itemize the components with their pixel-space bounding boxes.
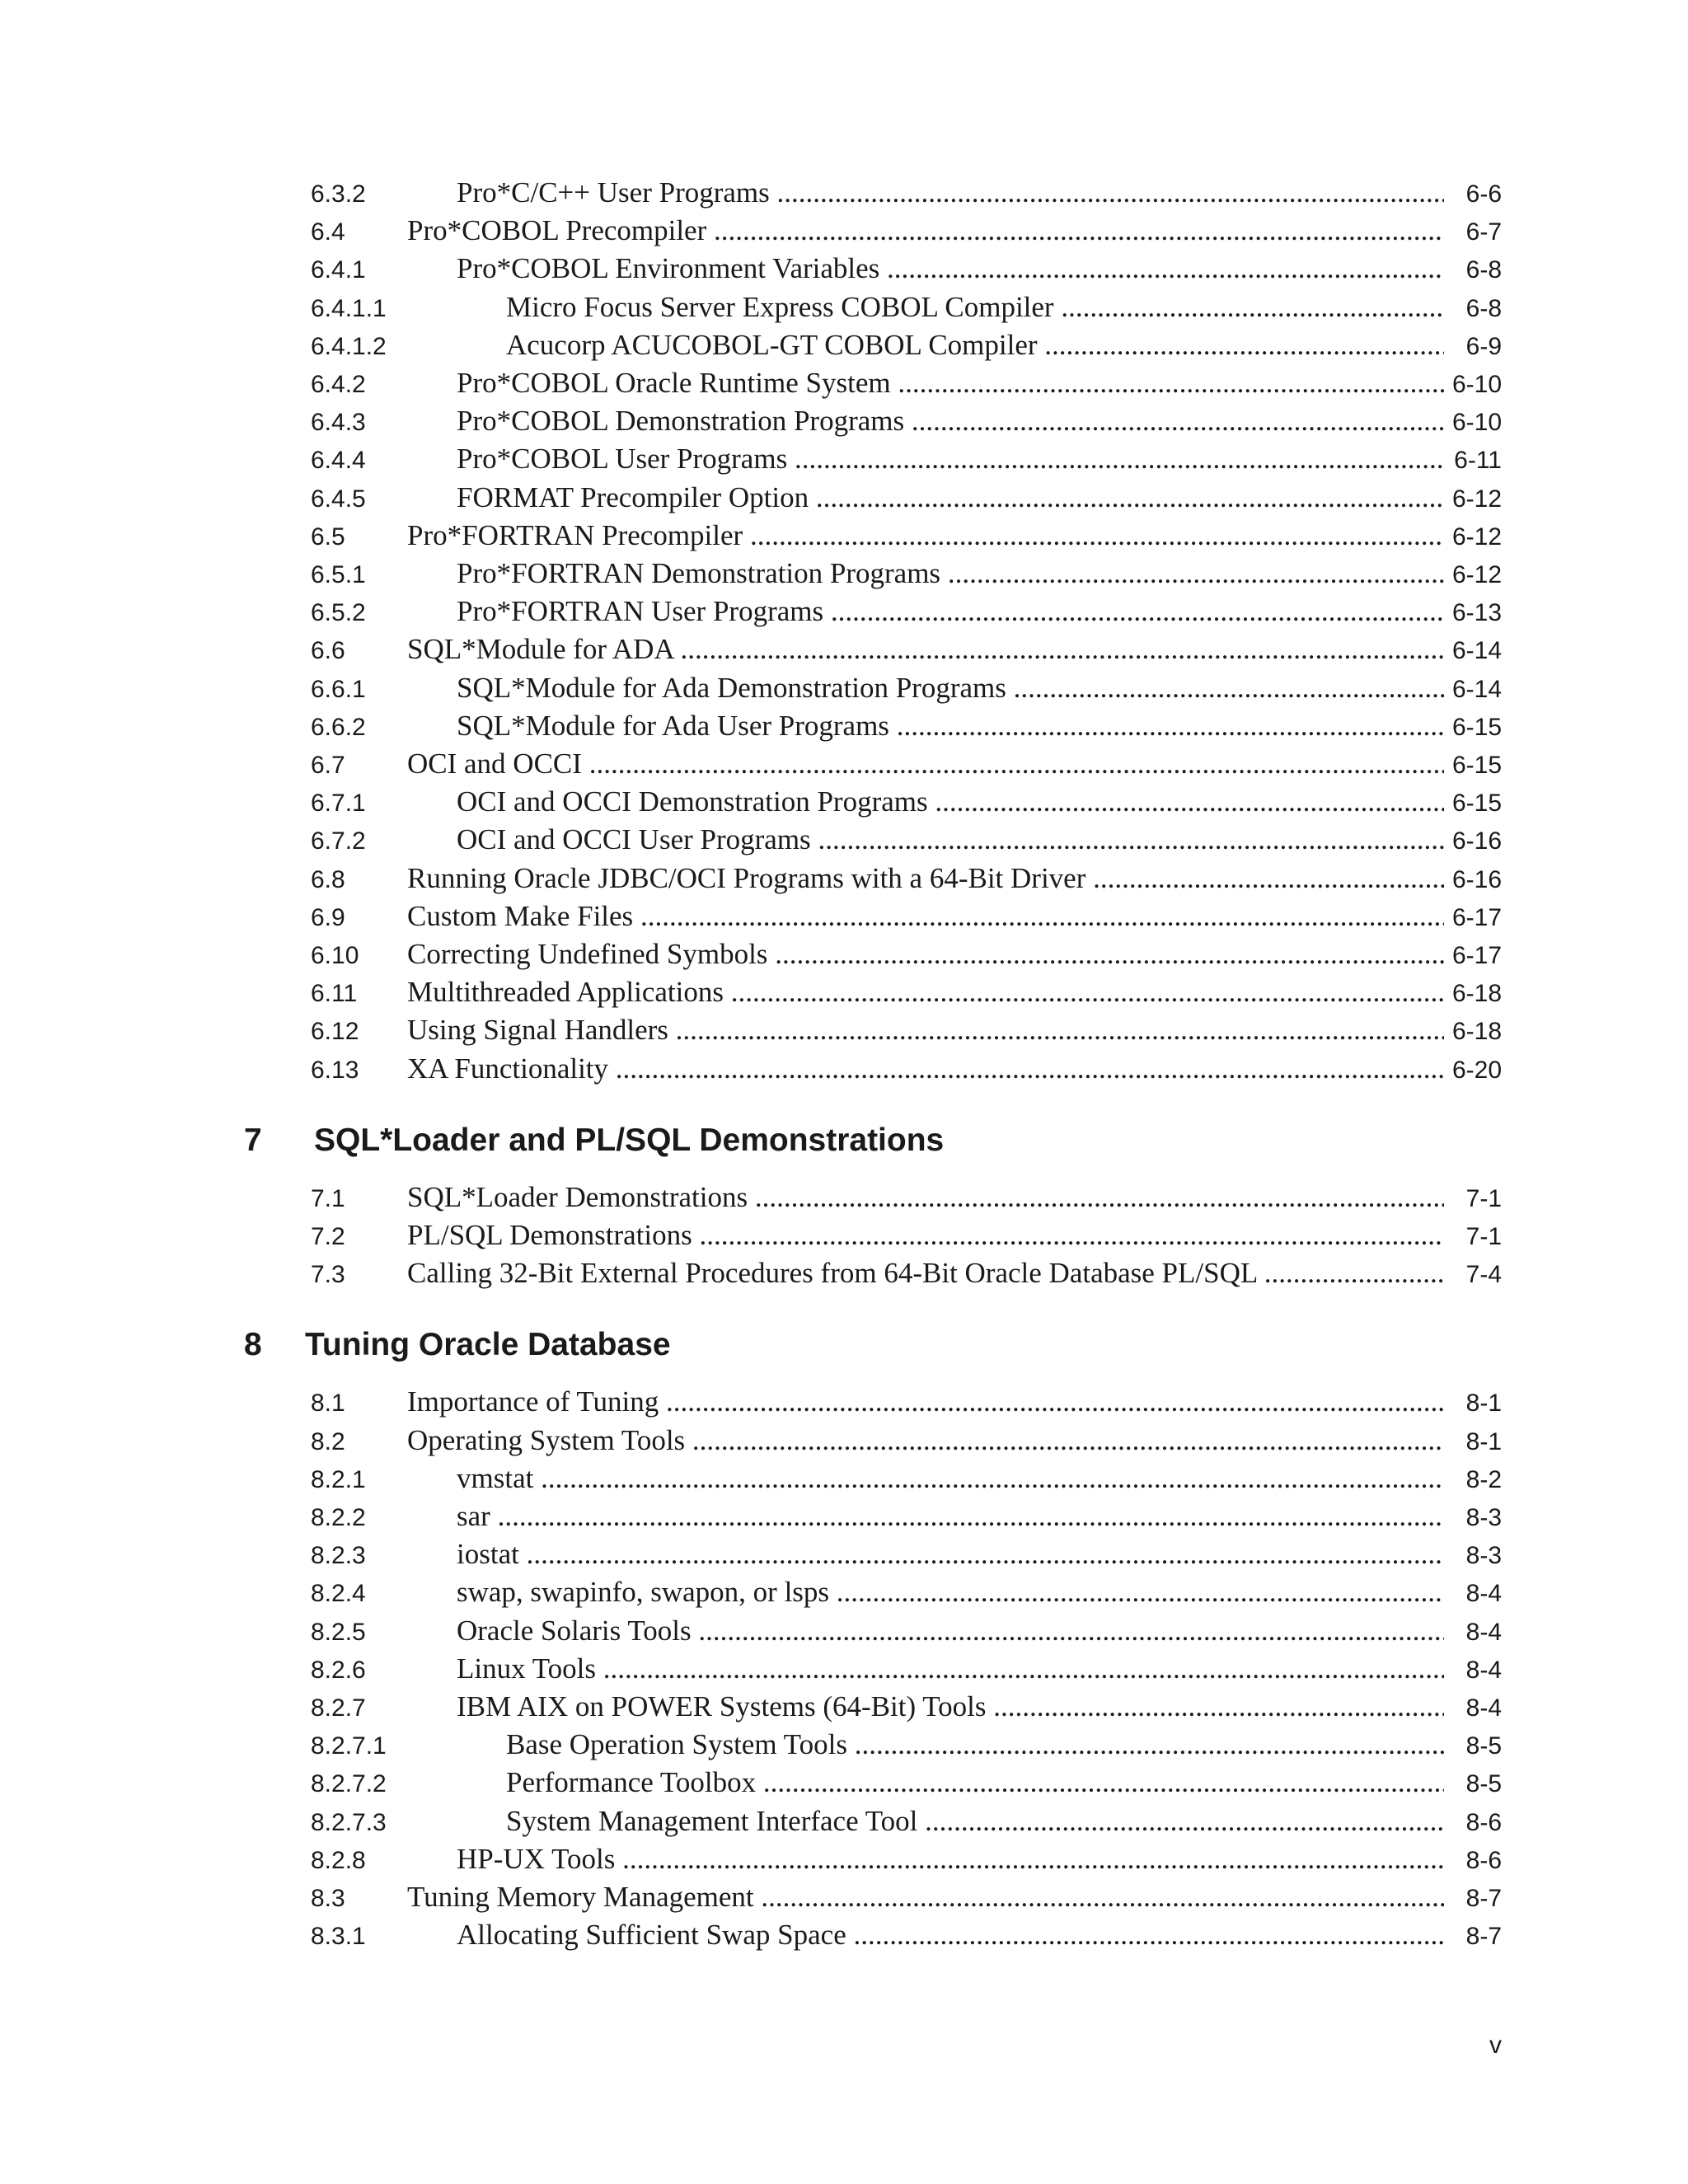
toc-entry-page: 6-15	[1451, 790, 1502, 817]
toc-entry-number: 8.3.1	[311, 1923, 366, 1950]
toc-entry-number: 6.6.2	[311, 714, 366, 741]
toc-entry-title: Performance Toolbox .....	[506, 1766, 1444, 1799]
toc-entry-title: SQL*Module for ADA .....	[407, 633, 1444, 666]
toc-entry[interactable]	[0, 1009, 1688, 1047]
toc-entry-page: 8-4	[1465, 1694, 1502, 1722]
toc-entry[interactable]	[0, 324, 1688, 362]
toc-entry-page: 8-5	[1465, 1732, 1502, 1760]
toc-entry-number: 8.2.7	[311, 1694, 366, 1722]
toc-entry-page: 7-1	[1465, 1223, 1502, 1250]
chapter-title: SQL*Loader and PL/SQL Demonstrations	[314, 1122, 945, 1158]
toc-entry-title: Custom Make Files .....	[407, 900, 1444, 933]
toc-entry-page: 7-4	[1465, 1261, 1502, 1288]
toc-entry-page: 6-16	[1451, 866, 1502, 893]
toc-entry-title: swap, swapinfo, swapon, or lsps .....	[457, 1576, 1444, 1609]
toc-entry[interactable]	[0, 400, 1688, 438]
toc-entry-title: Pro*C/C++ User Programs .....	[457, 176, 1444, 209]
toc-entry[interactable]	[0, 1914, 1688, 1952]
toc-entry-number: 6.4.1	[311, 256, 366, 284]
toc-entry-number: 6.9	[311, 904, 345, 931]
toc-entry-title: Pro*COBOL Precompiler .....	[407, 214, 1444, 247]
toc-entry[interactable]	[0, 514, 1688, 552]
toc-entry-title: Multithreaded Applications .....	[407, 976, 1444, 1009]
toc-entry-page: 6-12	[1451, 561, 1502, 588]
toc-entry-page: 8-2	[1465, 1466, 1502, 1493]
toc-entry-title: iostat .....	[457, 1538, 1444, 1571]
toc-entry-number: 6.12	[311, 1018, 359, 1045]
toc-entry[interactable]	[0, 1252, 1688, 1290]
toc-entry-number: 6.4.4	[311, 447, 366, 474]
toc-entry-number: 6.4.3	[311, 409, 366, 436]
toc-entry-page: 6-13	[1451, 599, 1502, 626]
toc-entry-title: Running Oracle JDBC/OCI Programs with a 64-Bit Driver .....	[407, 862, 1444, 895]
toc-entry-number: 8.3	[311, 1885, 345, 1912]
toc-entry-title: Pro*FORTRAN User Programs .....	[457, 595, 1444, 628]
toc-entry[interactable]	[0, 933, 1688, 971]
toc-entry-page: 8-4	[1465, 1657, 1502, 1684]
toc-entry[interactable]	[0, 286, 1688, 324]
toc-entry[interactable]	[0, 857, 1688, 895]
toc-entry[interactable]	[0, 1176, 1688, 1214]
toc-entry-page: 8-5	[1465, 1770, 1502, 1797]
toc-entry[interactable]	[0, 1419, 1688, 1457]
toc-entry-title: Micro Focus Server Express COBOL Compiler .....	[506, 291, 1444, 324]
toc-entry-title: Allocating Sufficient Swap Space .....	[457, 1919, 1444, 1952]
toc-entry-page: 6-11	[1454, 447, 1502, 474]
toc-entry-title: System Management Interface Tool .....	[506, 1805, 1444, 1838]
toc-entry-title: Linux Tools .....	[457, 1652, 1444, 1685]
toc-entry[interactable]	[0, 667, 1688, 705]
toc-entry-page: 8-3	[1465, 1504, 1502, 1531]
toc-entry-page: 6-20	[1451, 1057, 1502, 1084]
toc-entry-title: Using Signal Handlers .....	[407, 1014, 1444, 1047]
toc-entry-number: 6.6	[311, 637, 345, 664]
toc-entry-page: 8-6	[1465, 1809, 1502, 1836]
toc-entry-page: 8-6	[1465, 1847, 1502, 1874]
toc-entry-number: 7.3	[311, 1261, 345, 1288]
toc-entry[interactable]	[0, 1685, 1688, 1723]
toc-entry-number: 7.1	[311, 1185, 345, 1212]
toc-entry-number: 8.2.4	[311, 1580, 366, 1607]
toc-entry-title: Importance of Tuning .....	[407, 1385, 1444, 1418]
toc-entry-page: 8-3	[1465, 1542, 1502, 1569]
toc-entry-page: 6-9	[1465, 333, 1502, 360]
chapter-heading	[0, 1321, 1688, 1371]
toc-entry-number: 6.4.1.2	[311, 333, 387, 360]
toc-entry[interactable]	[0, 743, 1688, 780]
toc-entry-title: Acucorp ACUCOBOL-GT COBOL Compiler .....	[506, 329, 1444, 362]
toc-entry[interactable]	[0, 1457, 1688, 1495]
toc-entry-number: 6.4.2	[311, 371, 366, 398]
toc-entry[interactable]	[0, 1876, 1688, 1914]
toc-entry-title: SQL*Module for Ada Demonstration Programs .....	[457, 672, 1444, 705]
toc-entry-number: 6.5.1	[311, 561, 366, 588]
toc-entry[interactable]	[0, 818, 1688, 856]
toc-entry-title: Pro*COBOL Environment Variables .....	[457, 252, 1444, 285]
toc-entry[interactable]	[0, 1838, 1688, 1876]
toc-entry-title: Oracle Solaris Tools .....	[457, 1615, 1444, 1647]
toc-entry-title: HP-UX Tools .....	[457, 1843, 1444, 1876]
toc-entry-title: Correcting Undefined Symbols .....	[407, 938, 1444, 971]
toc-entry-page: 8-7	[1465, 1885, 1502, 1912]
toc-entry[interactable]	[0, 247, 1688, 285]
toc-entry[interactable]	[0, 780, 1688, 818]
toc-entry-title: PL/SQL Demonstrations .....	[407, 1219, 1444, 1252]
toc-entry-number: 8.2.5	[311, 1619, 366, 1646]
chapter-number: 8	[244, 1327, 262, 1363]
toc-entry-number: 8.2.7.1	[311, 1732, 387, 1760]
toc-entry-number: 8.2.7.3	[311, 1809, 387, 1836]
toc-entry[interactable]	[0, 1571, 1688, 1609]
toc-entry[interactable]	[0, 362, 1688, 400]
toc-entry-page: 6-18	[1451, 1018, 1502, 1045]
toc-entry[interactable]	[0, 209, 1688, 247]
toc-entry[interactable]	[0, 1214, 1688, 1252]
toc-entry-number: 6.7.2	[311, 827, 366, 855]
toc-entry[interactable]	[0, 971, 1688, 1009]
toc-entry[interactable]	[0, 1380, 1688, 1418]
toc-entry[interactable]	[0, 1533, 1688, 1571]
toc-entry-title: Operating System Tools .....	[407, 1424, 1444, 1457]
toc-entry[interactable]	[0, 1610, 1688, 1647]
toc-entry-page: 6-14	[1451, 637, 1502, 664]
toc-entry-page: 8-4	[1465, 1619, 1502, 1646]
toc-entry-page: 6-16	[1451, 827, 1502, 855]
toc-entry[interactable]	[0, 628, 1688, 666]
toc-entry[interactable]	[0, 1723, 1688, 1761]
toc-entry-title: IBM AIX on POWER Systems (64-Bit) Tools .....	[457, 1690, 1444, 1723]
toc-entry-title: OCI and OCCI User Programs .....	[457, 823, 1444, 856]
toc-entry-title: Base Operation System Tools .....	[506, 1728, 1444, 1761]
toc-entry-number: 8.2.7.2	[311, 1770, 387, 1797]
toc-entry-number: 6.7.1	[311, 790, 366, 817]
toc-entry[interactable]	[0, 476, 1688, 514]
toc-entry[interactable]	[0, 1800, 1688, 1838]
toc-entry-number: 6.4.5	[311, 485, 366, 513]
toc-entry-page: 6-14	[1451, 676, 1502, 703]
toc-entry[interactable]	[0, 1647, 1688, 1685]
toc-entry-title: vmstat .....	[457, 1462, 1444, 1495]
toc-entry-number: 6.5.2	[311, 599, 366, 626]
toc-entry-page: 6-10	[1451, 371, 1502, 398]
toc-entry[interactable]	[0, 705, 1688, 743]
toc-entry-title: Calling 32-Bit External Procedures from 64-Bit Oracle Database PL/SQL .....	[407, 1257, 1444, 1290]
toc-entry-title: SQL*Loader Demonstrations .....	[407, 1181, 1444, 1214]
toc-entry[interactable]	[0, 171, 1688, 209]
toc-entry-number: 6.3.2	[311, 180, 366, 208]
toc-entry-page: 8-4	[1465, 1580, 1502, 1607]
toc-entry-page: 6-17	[1451, 904, 1502, 931]
toc-entry-number: 8.1	[311, 1390, 345, 1417]
toc-entry-page: 6-8	[1465, 256, 1502, 284]
toc-entry[interactable]	[0, 1047, 1688, 1085]
toc-entry[interactable]	[0, 895, 1688, 933]
toc-entry-title: Tuning Memory Management .....	[407, 1881, 1444, 1914]
toc-entry-number: 6.5	[311, 523, 345, 551]
toc-entry-page: 6-12	[1451, 523, 1502, 551]
toc-entry-page: 6-12	[1451, 485, 1502, 513]
toc-entry-title: OCI and OCCI .....	[407, 748, 1444, 780]
toc-entry-number: 6.6.1	[311, 676, 366, 703]
chapter-title: Tuning Oracle Database	[305, 1327, 671, 1363]
toc-entry-number: 6.13	[311, 1057, 359, 1084]
toc-entry-title: Pro*COBOL Oracle Runtime System .....	[457, 367, 1444, 400]
toc-entry-number: 8.2.1	[311, 1466, 366, 1493]
toc-entry[interactable]	[0, 590, 1688, 628]
toc-entry-number: 6.10	[311, 942, 359, 969]
toc-entry-page: 8-7	[1465, 1923, 1502, 1950]
toc-entry-number: 8.2.2	[311, 1504, 366, 1531]
toc-entry-number: 8.2.6	[311, 1657, 366, 1684]
toc-entry-number: 8.2	[311, 1428, 345, 1455]
toc-entry-page: 6-7	[1465, 218, 1502, 246]
toc-entry-page: 6-18	[1451, 980, 1502, 1007]
toc-entry-title: FORMAT Precompiler Option .....	[457, 481, 1444, 514]
toc-entry-title: OCI and OCCI Demonstration Programs .....	[457, 785, 1444, 818]
toc-entry-page: 6-8	[1465, 295, 1502, 322]
toc-entry-page: 6-15	[1451, 714, 1502, 741]
toc-entry[interactable]	[0, 1761, 1688, 1799]
toc-entry-number: 6.7	[311, 752, 345, 779]
toc-entry-number: 8.2.8	[311, 1847, 366, 1874]
toc-entry-title: Pro*COBOL Demonstration Programs .....	[457, 405, 1444, 438]
toc-entry-number: 8.2.3	[311, 1542, 366, 1569]
toc-entry-page: 6-15	[1451, 752, 1502, 779]
toc-entry-number: 6.11	[311, 980, 358, 1007]
toc-entry-number: 6.4.1.1	[311, 295, 387, 322]
chapter-number: 7	[244, 1122, 262, 1158]
toc-entry-page: 8-1	[1465, 1390, 1502, 1417]
toc-entry-page: 7-1	[1465, 1185, 1502, 1212]
toc-entry-title: SQL*Module for Ada User Programs .....	[457, 710, 1444, 743]
toc-entry-number: 7.2	[311, 1223, 345, 1250]
toc-entry-page: 6-10	[1451, 409, 1502, 436]
toc-entry[interactable]	[0, 438, 1688, 476]
toc-entry-number: 6.8	[311, 866, 345, 893]
toc-entry-page: 8-1	[1465, 1428, 1502, 1455]
chapter-heading	[0, 1117, 1688, 1166]
toc-entry[interactable]	[0, 552, 1688, 590]
page-number: v	[1489, 2032, 1502, 2059]
toc-entry-title: Pro*COBOL User Programs .....	[457, 443, 1444, 476]
toc-entry-title: Pro*FORTRAN Demonstration Programs .....	[457, 557, 1444, 590]
toc-entry-title: XA Functionality .....	[407, 1052, 1444, 1085]
toc-entry[interactable]	[0, 1495, 1688, 1533]
toc-entry-title: Pro*FORTRAN Precompiler .....	[407, 519, 1444, 552]
toc-entry-number: 6.4	[311, 218, 345, 246]
toc-entry-page: 6-17	[1451, 942, 1502, 969]
toc-entry-title: sar .....	[457, 1500, 1444, 1533]
toc-entry-page: 6-6	[1465, 180, 1502, 208]
